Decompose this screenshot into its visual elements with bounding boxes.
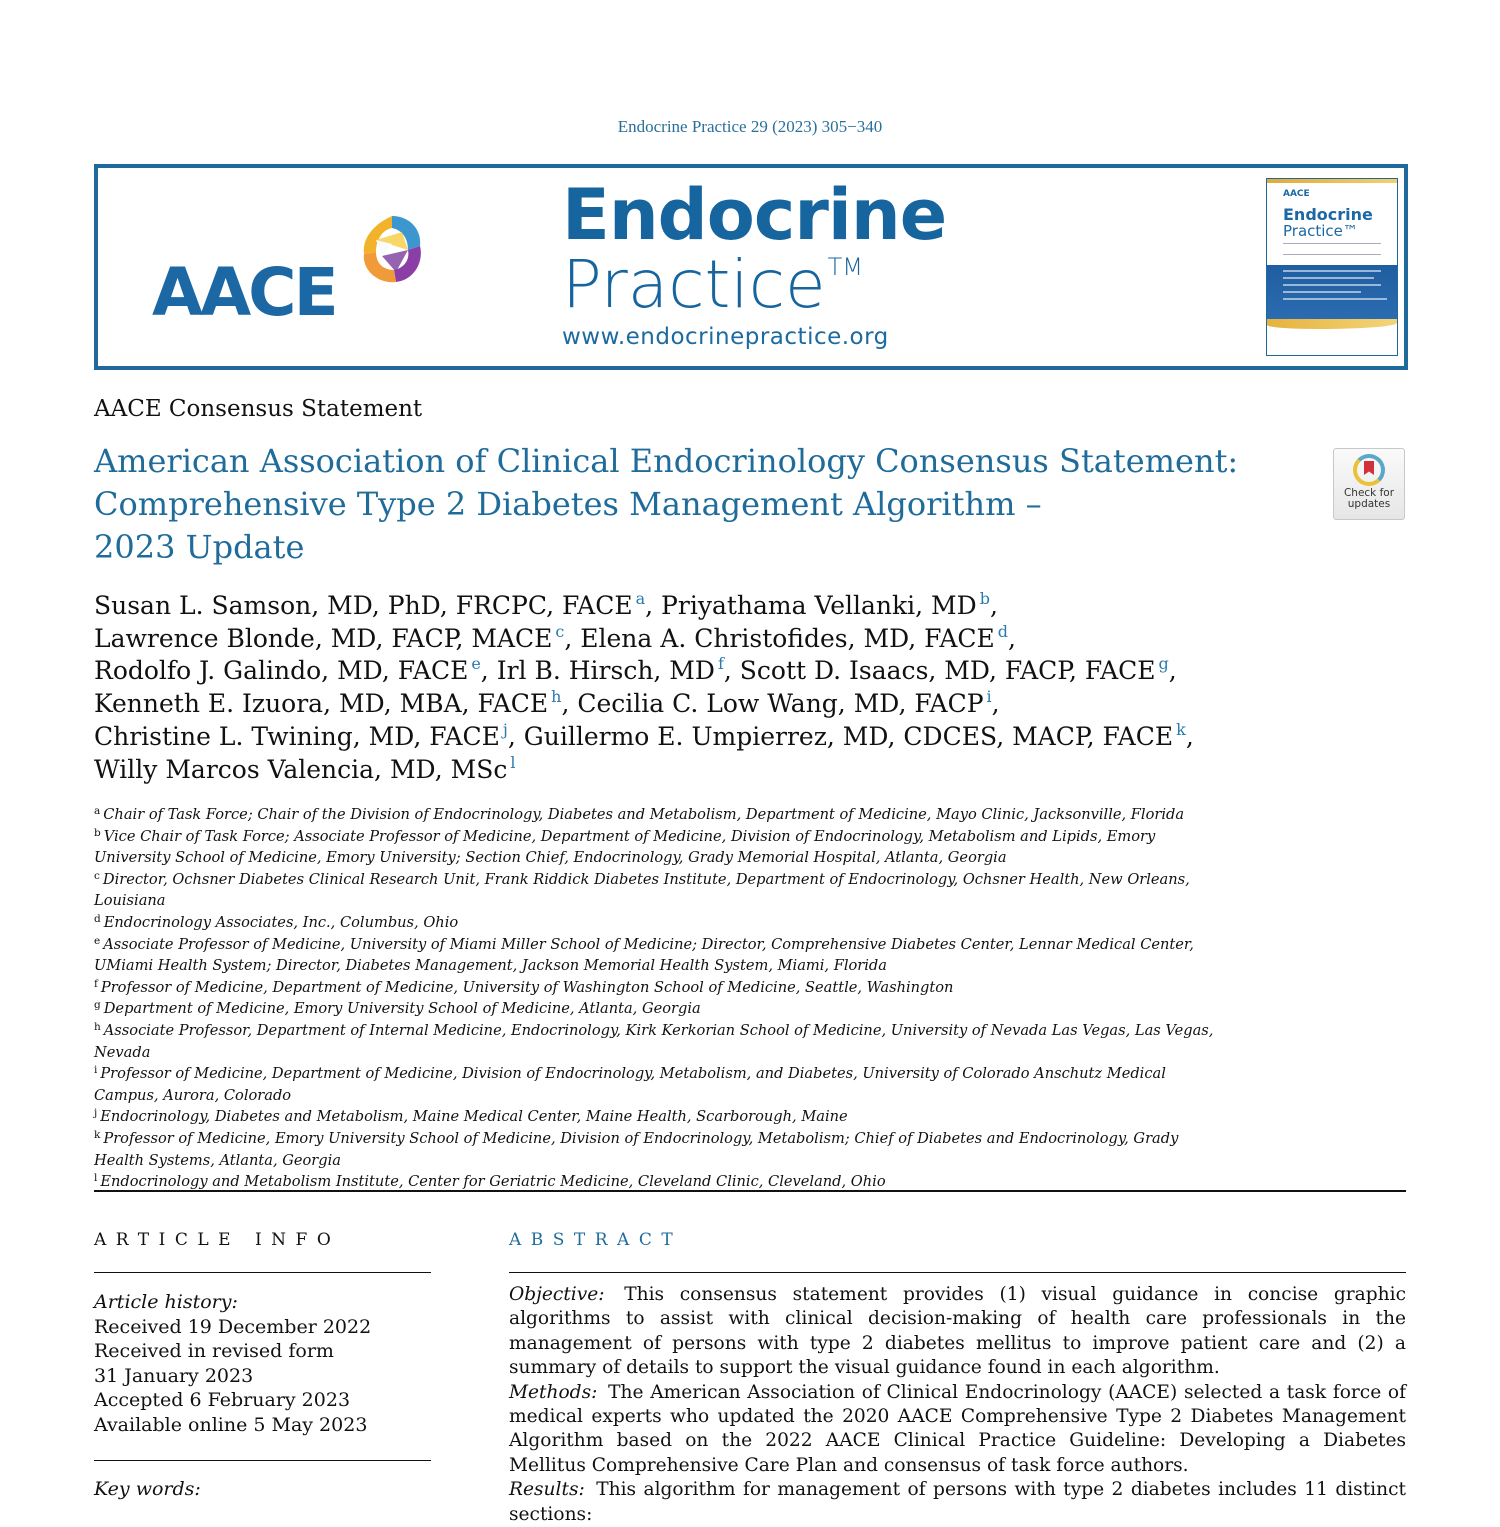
- journal-name-practice-text: Practice: [562, 246, 826, 323]
- aace-wordmark: AACE: [152, 254, 336, 331]
- affiliations-list: [94, 804, 1222, 1193]
- affiliation-link[interactable]: e: [471, 654, 481, 674]
- affiliation-link[interactable]: g: [1158, 654, 1169, 674]
- affiliation-item: $^e$ Associate Professor of Medicine, University of Miami Miller School of Medicine; Director, Comprehensive Diabetes Center, Lennar Medical Center, UMiami Health System; Director, Diabetes Management, Jackson Memorial Health System, Miami, Florida: [94, 934, 1194, 975]
- history-item: 31 January 2023: [94, 1364, 254, 1387]
- section-divider: [94, 1190, 1406, 1192]
- methods-text: The American Association of Clinical Endocrinology (AACE) selected a task force of medical experts who updated the 2020 AACE Comprehensive Type 2 Diabetes Management Algorithm based on the 2022 AACE Clinical Practice Guideline: Developing a Diabetes Mellitus Comprehensive Care Plan and consensus of task force authors.: [509, 1381, 1406, 1476]
- objective-label: Objective:: [509, 1284, 605, 1305]
- author-name[interactable]: Susan L. Samson, MD, PhD, FRCPC, FACE: [94, 591, 633, 620]
- author-name[interactable]: Cecilia C. Low Wang, MD, FACP: [577, 689, 984, 719]
- history-item: Received 19 December 2022: [94, 1315, 372, 1338]
- history-item: Accepted 6 February 2023: [94, 1389, 351, 1411]
- affiliation-link[interactable]: h: [551, 687, 562, 707]
- author-name[interactable]: Rodolfo J. Galindo, MD, FACE: [94, 656, 469, 686]
- article-history-label: Article history:: [94, 1291, 238, 1313]
- cover-wave: [1267, 319, 1397, 329]
- journal-masthead: [94, 164, 1408, 370]
- journal-name-endocrine: Endocrine: [562, 174, 947, 256]
- affiliation-link[interactable]: l: [510, 752, 516, 772]
- title-line: American Association of Clinical Endocrinology Consensus Statement:: [94, 442, 1239, 480]
- abstract-heading: ABSTRACT: [509, 1230, 683, 1250]
- cover-articles-band: [1267, 265, 1397, 323]
- journal-cover-thumbnail[interactable]: [1266, 178, 1398, 356]
- abstract-results: [509, 1478, 1406, 1527]
- affiliation-link[interactable]: c: [555, 621, 565, 641]
- article-info-divider: [94, 1272, 431, 1273]
- cover-practice: Practice™: [1283, 222, 1358, 240]
- affiliation-item: $^d$ Endocrinology Associates, Inc., Columbus, Ohio: [94, 912, 459, 931]
- affiliation-item: $^b$ Vice Chair of Task Force; Associate Professor of Medicine, Department of Medicine, Division of Endocrinology, Metabolism and Lipids, Emory University School of Medicine, Emory University; Section Chief, Endocrinology, Grady Memorial Hospital, Atlanta, Georgia: [94, 826, 1156, 867]
- article-type: AACE Consensus Statement: [94, 396, 423, 422]
- crossmark-icon: [1353, 454, 1385, 486]
- abstract-body: [509, 1283, 1406, 1527]
- author-name[interactable]: Priyathama Vellanki, MD: [661, 591, 977, 620]
- title-line: 2023 Update: [94, 528, 305, 566]
- affiliation-item: $^l$ Endocrinology and Metabolism Institute, Center for Geriatric Medicine, Cleveland Clinic, Cleveland, Ohio: [94, 1172, 886, 1191]
- objective-text: This consensus statement provides (1) visual guidance in concise graphic algorithms to assist with clinical decision-making of health care professionals in the management of persons with type 2 diabetes mellitus to improve patient care and (2) a summary of details to support the visual guidance found in each algorithm.: [509, 1284, 1406, 1379]
- affiliation-link[interactable]: j: [502, 719, 508, 739]
- check-for-updates-button[interactable]: [1333, 448, 1405, 520]
- affiliation-item: $^i$ Professor of Medicine, Department of Medicine, Division of Endocrinology, Metabolism, and Diabetes, University of Colorado Anschutz Medical Campus, Aurora, Colorado: [94, 1064, 1166, 1104]
- title-line: Comprehensive Type 2 Diabetes Management Algorithm –: [94, 485, 1042, 523]
- affiliation-item: $^h$ Associate Professor, Department of Internal Medicine, Endocrinology, Kirk Kerkorian School of Medicine, University of Nevada Las Vegas, Las Vegas, Nevada: [94, 1020, 1214, 1061]
- aace-logo[interactable]: [152, 210, 442, 330]
- affiliation-link[interactable]: f: [717, 654, 724, 674]
- author-name[interactable]: Elena A. Christofides, MD, FACE: [580, 623, 995, 653]
- affiliation-link[interactable]: i: [986, 687, 992, 707]
- aace-ring-icon: [352, 210, 432, 290]
- affiliation-item: $^k$ Professor of Medicine, Emory University School of Medicine, Division of Endocrinology, Metabolism; Chief of Diabetes and Endocrinology, Grady Health Systems, Atlanta, Georgia: [94, 1128, 1179, 1169]
- author-name[interactable]: Scott D. Isaacs, MD, FACP, FACE: [739, 656, 1156, 686]
- affiliation-link[interactable]: b: [979, 589, 990, 608]
- article-title: [94, 440, 1274, 569]
- article-info-heading: ARTICLE INFO: [94, 1230, 341, 1250]
- crossmark-label: Check for updates: [1343, 487, 1395, 510]
- affiliation-item: $^g$ Department of Medicine, Emory University School of Medicine, Atlanta, Georgia: [94, 999, 701, 1018]
- author-name[interactable]: Lawrence Blonde, MD, FACP, MACE: [94, 623, 553, 653]
- article-info-divider: [94, 1460, 431, 1461]
- abstract-objective: [509, 1283, 1406, 1381]
- abstract-methods: [509, 1381, 1406, 1479]
- author-name[interactable]: Irl B. Hirsch, MD: [496, 656, 715, 686]
- article-history: [94, 1290, 434, 1437]
- affiliation-item: $^c$ Director, Ochsner Diabetes Clinical Research Unit, Frank Riddick Diabetes Institute, Department of Endocrinology, Ochsner Health, New Orleans, Louisiana: [94, 869, 1190, 910]
- affiliation-link[interactable]: d: [997, 621, 1009, 641]
- cover-aace: AACE: [1283, 189, 1310, 199]
- methods-label: Methods:: [509, 1381, 598, 1403]
- history-item: Available online 5 May 2023: [94, 1413, 368, 1436]
- affiliation-link[interactable]: a: [635, 589, 646, 608]
- cover-top-bar: [1267, 179, 1397, 183]
- author-name[interactable]: Kenneth E. Izuora, MD, MBA, FACE: [94, 689, 549, 719]
- affiliation-link[interactable]: k: [1176, 719, 1186, 739]
- journal-citation[interactable]: Endocrine Practice 29 (2023) 305−340: [617, 117, 883, 136]
- cover-endocrine: Endocrine: [1283, 205, 1373, 224]
- trademark-mark: TM: [827, 253, 863, 281]
- journal-logo[interactable]: [562, 174, 947, 350]
- abstract-divider: [509, 1272, 1406, 1273]
- author-list: Susan L. Samson, MD, PhD, FRCPC, FACE $^a$, Priyathama Vellanki, MD $^b$, Lawrence Blonde, MD, FACP, MACE $^c$, Elena A. Christofides, MD, FACE $^d$, Rodolfo J. Galindo, MD, FACE $^e$, Irl B. Hirsch, MD $^f$, Scott D. Isaacs, MD, FACP, FACE $^g$, Kenneth E. Izuora, MD, MBA, FACE $^h$, Cecilia C. Low Wang, MD, FACP $^i$, Christine L. Twining, MD, FACE $^j$, Guillermo E. Umpierrez, MD, CDCES, MACP, FACE $^k$, Willy Marcos Valencia, MD, MSc $^l$: [94, 589, 1194, 784]
- keywords-label: Key words:: [94, 1478, 201, 1500]
- affiliation-item: $^f$ Professor of Medicine, Department of Medicine, University of Washington School of Medicine, Seattle, Washington: [94, 977, 954, 996]
- affiliation-item: $^a$ Chair of Task Force; Chair of the Division of Endocrinology, Diabetes and Metabolism, Department of Medicine, Mayo Clinic, Jacksonville, Florida: [94, 805, 1185, 823]
- affiliation-item: $^j$ Endocrinology, Diabetes and Metabolism, Maine Medical Center, Maine Health, Scarborough, Maine: [94, 1107, 848, 1126]
- results-text: This algorithm for management of persons with type 2 diabetes includes 11 distinct sections:: [509, 1479, 1406, 1525]
- author-name[interactable]: Willy Marcos Valencia, MD, MSc: [94, 754, 508, 784]
- history-item: Received in revised form: [94, 1340, 334, 1362]
- journal-name-practice: [562, 246, 946, 323]
- journal-url-link[interactable]: www.endocrinepractice.org: [562, 324, 889, 350]
- author-name[interactable]: Christine L. Twining, MD, FACE: [94, 721, 500, 751]
- author-name[interactable]: Guillermo E. Umpierrez, MD, CDCES, MACP, FACE: [523, 721, 1174, 751]
- results-label: Results:: [509, 1479, 585, 1501]
- cover-subtitle: [1283, 243, 1381, 255]
